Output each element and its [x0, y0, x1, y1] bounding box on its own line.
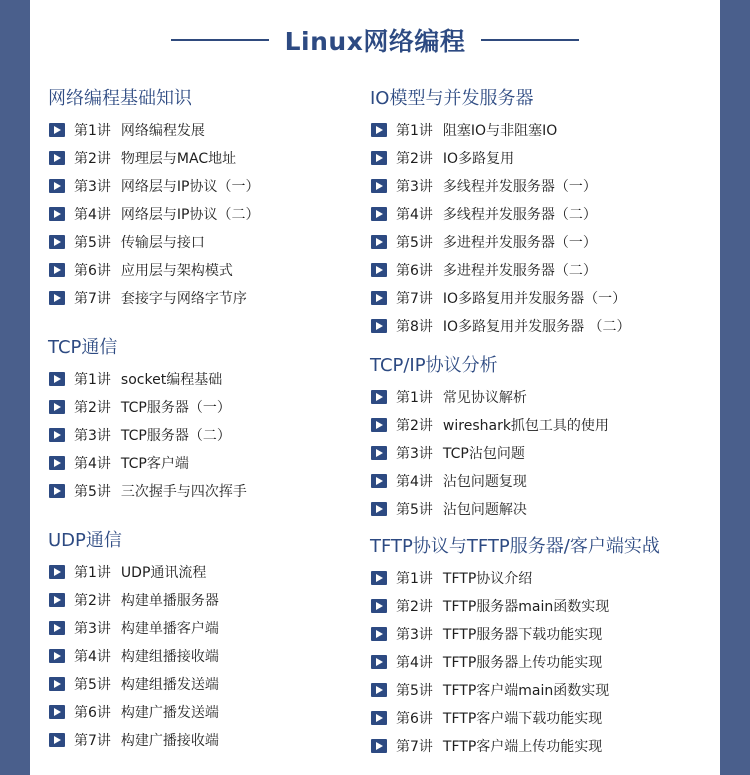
- title-divider-left: [171, 39, 269, 41]
- title-divider-right: [481, 39, 579, 41]
- lesson-number: 第4讲: [396, 655, 433, 671]
- course-outline-page: [30, 0, 720, 775]
- play-video-icon[interactable]: [49, 705, 65, 719]
- page-title: Linux网络编程: [284, 27, 466, 56]
- play-video-icon[interactable]: [371, 123, 387, 137]
- lesson-item[interactable]: [48, 256, 363, 284]
- play-video-icon[interactable]: [49, 733, 65, 747]
- lesson-number: 第7讲: [74, 291, 111, 307]
- lesson-item[interactable]: [370, 256, 715, 284]
- lesson-item[interactable]: [48, 172, 363, 200]
- lesson-title: 多进程并发服务器（二）: [442, 263, 597, 279]
- lesson-title: TCP服务器（二）: [120, 428, 231, 444]
- lesson-title: TFTP客户端下载功能实现: [442, 711, 603, 727]
- lesson-title: 构建单播服务器: [120, 593, 219, 609]
- lesson-item[interactable]: [370, 648, 715, 676]
- course-section: [48, 85, 363, 312]
- play-video-icon[interactable]: [371, 599, 387, 613]
- lesson-title: 三次握手与四次挥手: [120, 484, 247, 500]
- lesson-title: TFTP协议介绍: [442, 571, 533, 587]
- lesson-title: TFTP服务器上传功能实现: [442, 655, 603, 671]
- lesson-number: 第6讲: [74, 263, 111, 279]
- section-title: 网络编程基础知识: [48, 88, 192, 109]
- lesson-number: 第2讲: [396, 599, 433, 615]
- lesson-item[interactable]: [48, 558, 363, 586]
- lesson-item[interactable]: [370, 312, 715, 340]
- lesson-number: 第5讲: [396, 683, 433, 699]
- lesson-item[interactable]: [370, 200, 715, 228]
- lesson-number: 第3讲: [396, 627, 433, 643]
- lesson-item[interactable]: [370, 676, 715, 704]
- lesson-title: UDP通讯流程: [120, 565, 207, 581]
- lesson-item[interactable]: [48, 449, 363, 477]
- course-section: [370, 533, 715, 760]
- play-video-icon[interactable]: [371, 390, 387, 404]
- lesson-item[interactable]: [48, 200, 363, 228]
- lesson-title: 常见协议解析: [442, 390, 527, 406]
- section-title: TCP/IP协议分析: [370, 355, 498, 376]
- lesson-number: 第4讲: [396, 474, 433, 490]
- play-video-icon[interactable]: [49, 621, 65, 635]
- lesson-item[interactable]: [48, 726, 363, 754]
- lesson-item[interactable]: [370, 564, 715, 592]
- lesson-item[interactable]: [370, 383, 715, 411]
- lesson-item[interactable]: [370, 495, 715, 523]
- lesson-item[interactable]: [48, 477, 363, 505]
- lesson-title: TCP服务器（一）: [120, 400, 231, 416]
- lesson-title: 网络编程发展: [120, 123, 205, 139]
- play-video-icon[interactable]: [371, 571, 387, 585]
- lesson-title: 多线程并发服务器（一）: [442, 179, 597, 195]
- lesson-number: 第6讲: [396, 263, 433, 279]
- play-video-icon[interactable]: [371, 446, 387, 460]
- play-video-icon[interactable]: [371, 207, 387, 221]
- play-video-icon[interactable]: [371, 319, 387, 333]
- play-video-icon[interactable]: [49, 235, 65, 249]
- play-video-icon[interactable]: [371, 291, 387, 305]
- play-video-icon[interactable]: [371, 502, 387, 516]
- lesson-title: socket编程基础: [120, 372, 223, 388]
- lesson-item[interactable]: [370, 116, 715, 144]
- play-video-icon[interactable]: [371, 418, 387, 432]
- lesson-number: 第5讲: [74, 677, 111, 693]
- lesson-number: 第1讲: [74, 565, 111, 581]
- play-video-icon[interactable]: [371, 474, 387, 488]
- lesson-number: 第5讲: [74, 235, 111, 251]
- course-section: [370, 85, 715, 340]
- lesson-title: 构建广播发送端: [120, 705, 219, 721]
- play-video-icon[interactable]: [49, 649, 65, 663]
- play-video-icon[interactable]: [49, 593, 65, 607]
- lesson-title: 网络层与IP协议（二）: [120, 207, 260, 223]
- lesson-item[interactable]: [48, 614, 363, 642]
- lesson-number: 第3讲: [74, 428, 111, 444]
- lesson-item[interactable]: [48, 116, 363, 144]
- lesson-number: 第4讲: [74, 649, 111, 665]
- lesson-item[interactable]: [370, 592, 715, 620]
- lesson-item[interactable]: [370, 411, 715, 439]
- play-video-icon[interactable]: [371, 627, 387, 641]
- play-video-icon[interactable]: [371, 683, 387, 697]
- play-video-icon[interactable]: [371, 655, 387, 669]
- lesson-number: 第2讲: [74, 151, 111, 167]
- lesson-number: 第8讲: [396, 319, 433, 335]
- lesson-item[interactable]: [48, 670, 363, 698]
- play-video-icon[interactable]: [49, 263, 65, 277]
- lesson-title: IO多路复用并发服务器 （二）: [442, 319, 631, 335]
- play-video-icon[interactable]: [49, 565, 65, 579]
- play-video-icon[interactable]: [49, 400, 65, 414]
- section-title: TCP通信: [48, 337, 118, 358]
- section-title: IO模型与并发服务器: [370, 88, 534, 109]
- play-video-icon[interactable]: [371, 235, 387, 249]
- lesson-item[interactable]: [370, 467, 715, 495]
- lesson-number: 第5讲: [74, 484, 111, 500]
- lesson-number: 第4讲: [74, 207, 111, 223]
- play-video-icon[interactable]: [49, 372, 65, 386]
- play-video-icon[interactable]: [49, 428, 65, 442]
- play-video-icon[interactable]: [49, 291, 65, 305]
- lesson-number: 第1讲: [74, 123, 111, 139]
- lesson-number: 第5讲: [396, 502, 433, 518]
- lesson-number: 第4讲: [74, 456, 111, 472]
- lesson-number: 第7讲: [396, 739, 433, 755]
- lesson-item[interactable]: [370, 172, 715, 200]
- lesson-item[interactable]: [370, 284, 715, 312]
- course-section: [48, 334, 363, 505]
- lesson-title: 构建广播接收端: [120, 733, 219, 749]
- lesson-number: 第1讲: [396, 571, 433, 587]
- lesson-number: 第2讲: [74, 400, 111, 416]
- lesson-item[interactable]: [48, 284, 363, 312]
- lesson-title: 物理层与MAC地址: [120, 151, 237, 167]
- play-video-icon[interactable]: [371, 151, 387, 165]
- lesson-number: 第7讲: [74, 733, 111, 749]
- lesson-title: TFTP服务器main函数实现: [442, 599, 610, 615]
- lesson-number: 第6讲: [74, 705, 111, 721]
- play-video-icon[interactable]: [49, 484, 65, 498]
- lesson-item[interactable]: [370, 704, 715, 732]
- lesson-item[interactable]: [48, 698, 363, 726]
- lesson-title: 传输层与接口: [120, 235, 205, 251]
- lesson-number: 第1讲: [74, 372, 111, 388]
- lesson-title: wireshark抓包工具的使用: [442, 418, 609, 434]
- lesson-item[interactable]: [48, 228, 363, 256]
- lesson-number: 第3讲: [396, 179, 433, 195]
- lesson-item[interactable]: [48, 393, 363, 421]
- lesson-title: 阻塞IO与非阻塞IO: [442, 123, 558, 139]
- lesson-title: TFTP客户端上传功能实现: [442, 739, 603, 755]
- lesson-item[interactable]: [370, 439, 715, 467]
- lesson-number: 第4讲: [396, 207, 433, 223]
- header: [30, 18, 720, 62]
- lesson-number: 第7讲: [396, 291, 433, 307]
- lesson-title: TCP客户端: [120, 456, 189, 472]
- lesson-title: IO多路复用并发服务器（一）: [442, 291, 627, 307]
- lesson-title: 构建单播客户端: [120, 621, 219, 637]
- lesson-title: 构建组播接收端: [120, 649, 219, 665]
- lesson-item[interactable]: [48, 642, 363, 670]
- lesson-item[interactable]: [48, 365, 363, 393]
- lesson-number: 第2讲: [74, 593, 111, 609]
- lesson-item[interactable]: [370, 620, 715, 648]
- lesson-number: 第2讲: [396, 418, 433, 434]
- lesson-number: 第6讲: [396, 711, 433, 727]
- lesson-item[interactable]: [48, 144, 363, 172]
- lesson-item[interactable]: [370, 144, 715, 172]
- lesson-title: IO多路复用: [442, 151, 515, 167]
- lesson-number: 第1讲: [396, 390, 433, 406]
- lesson-number: 第5讲: [396, 235, 433, 251]
- lesson-number: 第3讲: [74, 179, 111, 195]
- lesson-item[interactable]: [370, 732, 715, 760]
- play-video-icon[interactable]: [49, 207, 65, 221]
- lesson-title: TCP沾包问题: [442, 446, 525, 462]
- lesson-title: 沾包问题复现: [442, 474, 527, 490]
- lesson-number: 第3讲: [396, 446, 433, 462]
- lesson-title: 网络层与IP协议（一）: [120, 179, 260, 195]
- lesson-item[interactable]: [48, 586, 363, 614]
- section-title: UDP通信: [48, 530, 122, 551]
- lesson-item[interactable]: [48, 421, 363, 449]
- lesson-number: 第1讲: [396, 123, 433, 139]
- play-video-icon[interactable]: [49, 151, 65, 165]
- lesson-title: 多进程并发服务器（一）: [442, 235, 597, 251]
- play-video-icon[interactable]: [371, 263, 387, 277]
- play-video-icon[interactable]: [371, 739, 387, 753]
- play-video-icon[interactable]: [49, 123, 65, 137]
- lesson-title: 多线程并发服务器（二）: [442, 207, 597, 223]
- lesson-title: TFTP客户端main函数实现: [442, 683, 610, 699]
- lesson-title: 构建组播发送端: [120, 677, 219, 693]
- course-section: [48, 527, 363, 754]
- play-video-icon[interactable]: [49, 456, 65, 470]
- section-title: TFTP协议与TFTP服务器/客户端实战: [370, 536, 660, 557]
- lesson-title: 应用层与架构模式: [120, 263, 233, 279]
- lesson-title: 沾包问题解决: [442, 502, 527, 518]
- lesson-number: 第3讲: [74, 621, 111, 637]
- play-video-icon[interactable]: [371, 179, 387, 193]
- course-section: [370, 352, 715, 523]
- lesson-item[interactable]: [370, 228, 715, 256]
- lesson-title: TFTP服务器下载功能实现: [442, 627, 603, 643]
- play-video-icon[interactable]: [371, 711, 387, 725]
- play-video-icon[interactable]: [49, 179, 65, 193]
- lesson-number: 第2讲: [396, 151, 433, 167]
- play-video-icon[interactable]: [49, 677, 65, 691]
- lesson-title: 套接字与网络字节序: [120, 291, 247, 307]
